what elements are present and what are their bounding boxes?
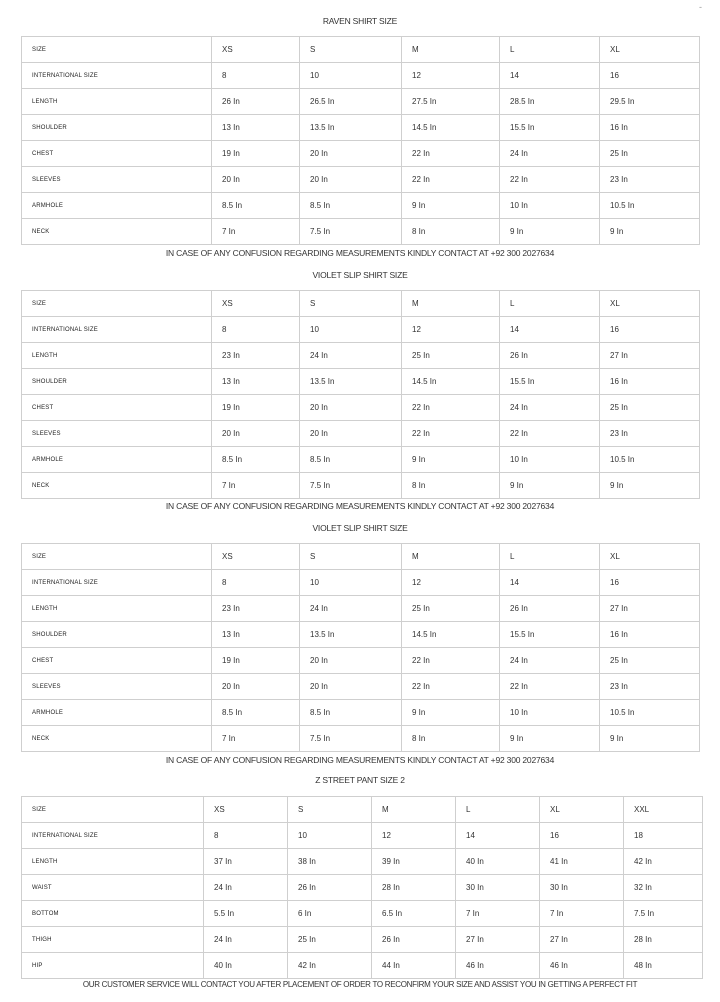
- measurement-cell: 12: [402, 570, 500, 596]
- measurement-cell: 25 In: [600, 395, 700, 421]
- row-label: SHOULDER: [22, 622, 212, 648]
- row-label: SIZE: [22, 544, 212, 570]
- table-row: [22, 473, 700, 499]
- row-label: CHEST: [22, 395, 212, 421]
- measurement-cell: 28.5 In: [500, 89, 600, 115]
- size-header-cell: M: [402, 291, 500, 317]
- measurement-cell: 30 In: [456, 875, 540, 901]
- measurement-cell: 23 In: [212, 343, 300, 369]
- measurement-cell: 10: [300, 570, 402, 596]
- measurement-cell: 16: [600, 63, 700, 89]
- measurement-cell: 7.5 In: [300, 473, 402, 499]
- measurement-cell: 6.5 In: [372, 901, 456, 927]
- size-header-cell: XS: [212, 544, 300, 570]
- row-label: LENGTH: [22, 596, 212, 622]
- table-row: [22, 37, 700, 63]
- table-row: [22, 823, 703, 849]
- measurement-cell: 28 In: [372, 875, 456, 901]
- measurement-cell: 7 In: [540, 901, 624, 927]
- measurement-cell: 20 In: [212, 167, 300, 193]
- measurement-cell: 41 In: [540, 849, 624, 875]
- table-row: [22, 421, 700, 447]
- table-row: [22, 570, 700, 596]
- measurement-cell: 25 In: [402, 596, 500, 622]
- row-label: SHOULDER: [22, 369, 212, 395]
- row-label: SLEEVES: [22, 421, 212, 447]
- size-header-cell: M: [372, 797, 456, 823]
- row-label: SIZE: [22, 291, 212, 317]
- row-label: LENGTH: [22, 849, 204, 875]
- measurement-cell: 25 In: [402, 343, 500, 369]
- table-row: [22, 849, 703, 875]
- table-row: [22, 193, 700, 219]
- measurement-cell: 20 In: [300, 141, 402, 167]
- measurement-cell: 46 In: [540, 953, 624, 979]
- measurement-cell: 8.5 In: [212, 700, 300, 726]
- size-header-cell: XL: [600, 37, 700, 63]
- measurement-cell: 23 In: [212, 596, 300, 622]
- row-label: SIZE: [22, 37, 212, 63]
- measurement-cell: 23 In: [600, 167, 700, 193]
- size-header-cell: S: [300, 544, 402, 570]
- measurement-cell: 28 In: [624, 927, 703, 953]
- measurement-cell: 16 In: [600, 115, 700, 141]
- measurement-cell: 16: [600, 570, 700, 596]
- measurement-cell: 26 In: [212, 89, 300, 115]
- measurement-cell: 26 In: [500, 596, 600, 622]
- measurement-cell: 27 In: [600, 596, 700, 622]
- measurement-cell: 24 In: [300, 343, 402, 369]
- measurement-cell: 14.5 In: [402, 369, 500, 395]
- measurement-cell: 25 In: [600, 648, 700, 674]
- contact-note: IN CASE OF ANY CONFUSION REGARDING MEASUREMENTS KINDLY CONTACT AT +92 300 2027634: [165, 501, 555, 511]
- row-label: LENGTH: [22, 343, 212, 369]
- table-row: [22, 89, 700, 115]
- size-table: [21, 543, 700, 752]
- measurement-cell: 14: [500, 570, 600, 596]
- table-row: [22, 901, 703, 927]
- measurement-cell: 19 In: [212, 141, 300, 167]
- size-header-cell: XL: [600, 291, 700, 317]
- table-row: [22, 291, 700, 317]
- measurement-cell: 7.5 In: [624, 901, 703, 927]
- measurement-cell: 25 In: [288, 927, 372, 953]
- table-row: [22, 596, 700, 622]
- measurement-cell: 40 In: [204, 953, 288, 979]
- measurement-cell: 27 In: [540, 927, 624, 953]
- size-header-cell: XL: [600, 544, 700, 570]
- size-header-cell: S: [300, 291, 402, 317]
- measurement-cell: 24 In: [204, 927, 288, 953]
- measurement-cell: 22 In: [500, 674, 600, 700]
- table-row: [22, 369, 700, 395]
- measurement-cell: 10 In: [500, 700, 600, 726]
- measurement-cell: 29.5 In: [600, 89, 700, 115]
- measurement-cell: 9 In: [600, 726, 700, 752]
- row-label: ARMHOLE: [22, 193, 212, 219]
- measurement-cell: 9 In: [402, 193, 500, 219]
- measurement-cell: 10 In: [500, 193, 600, 219]
- row-label: INTERNATIONAL SIZE: [22, 317, 212, 343]
- table-row: [22, 797, 703, 823]
- measurement-cell: 22 In: [402, 167, 500, 193]
- measurement-cell: 27.5 In: [402, 89, 500, 115]
- customer-service-note: OUR CUSTOMER SERVICE WILL CONTACT YOU AFTER PLACEMENT OF ORDER TO RECONFIRM YOUR SIZE AND ASSIST YOU IN GETTING A PERFECT FIT: [82, 980, 638, 989]
- table-row: [22, 622, 700, 648]
- size-header-cell: S: [288, 797, 372, 823]
- measurement-cell: 8: [212, 63, 300, 89]
- size-header-cell: XS: [204, 797, 288, 823]
- row-label: ARMHOLE: [22, 700, 212, 726]
- table-row: [22, 343, 700, 369]
- measurement-cell: 7 In: [212, 726, 300, 752]
- measurement-cell: 30 In: [540, 875, 624, 901]
- row-label: NECK: [22, 473, 212, 499]
- measurement-cell: 16: [540, 823, 624, 849]
- measurement-cell: 42 In: [288, 953, 372, 979]
- measurement-cell: 19 In: [212, 648, 300, 674]
- row-label: LENGTH: [22, 89, 212, 115]
- table-row: [22, 115, 700, 141]
- size-table: [21, 36, 700, 245]
- table-row: [22, 544, 700, 570]
- row-label: SHOULDER: [22, 115, 212, 141]
- table-row: [22, 63, 700, 89]
- measurement-cell: 13.5 In: [300, 369, 402, 395]
- table-row: [22, 395, 700, 421]
- row-label: WAIST: [22, 875, 204, 901]
- measurement-cell: 8 In: [402, 219, 500, 245]
- measurement-cell: 27 In: [456, 927, 540, 953]
- measurement-cell: 20 In: [212, 421, 300, 447]
- size-table: [21, 796, 703, 979]
- measurement-cell: 12: [402, 317, 500, 343]
- measurement-cell: 39 In: [372, 849, 456, 875]
- measurement-cell: 15.5 In: [500, 115, 600, 141]
- measurement-cell: 14: [500, 317, 600, 343]
- measurement-cell: 9 In: [600, 473, 700, 499]
- measurement-cell: 20 In: [300, 674, 402, 700]
- measurement-cell: 16 In: [600, 622, 700, 648]
- measurement-cell: 22 In: [402, 395, 500, 421]
- measurement-cell: 7 In: [456, 901, 540, 927]
- table-row: [22, 674, 700, 700]
- measurement-cell: 14: [456, 823, 540, 849]
- measurement-cell: 19 In: [212, 395, 300, 421]
- row-label: NECK: [22, 726, 212, 752]
- measurement-cell: 9 In: [600, 219, 700, 245]
- measurement-cell: 9 In: [500, 473, 600, 499]
- measurement-cell: 10: [300, 63, 402, 89]
- size-header-cell: XL: [540, 797, 624, 823]
- measurement-cell: 24 In: [300, 596, 402, 622]
- size-header-cell: XXL: [624, 797, 703, 823]
- row-label: INTERNATIONAL SIZE: [22, 823, 204, 849]
- measurement-cell: 14: [500, 63, 600, 89]
- measurement-cell: 37 In: [204, 849, 288, 875]
- table-row: [22, 726, 700, 752]
- contact-note: IN CASE OF ANY CONFUSION REGARDING MEASUREMENTS KINDLY CONTACT AT +92 300 2027634: [165, 755, 555, 765]
- measurement-cell: 8.5 In: [300, 447, 402, 473]
- measurement-cell: 8.5 In: [212, 447, 300, 473]
- measurement-cell: 7 In: [212, 219, 300, 245]
- size-header-cell: M: [402, 37, 500, 63]
- measurement-cell: 22 In: [402, 674, 500, 700]
- measurement-cell: 15.5 In: [500, 622, 600, 648]
- measurement-cell: 24 In: [500, 648, 600, 674]
- measurement-cell: 24 In: [500, 141, 600, 167]
- measurement-cell: 24 In: [500, 395, 600, 421]
- measurement-cell: 32 In: [624, 875, 703, 901]
- measurement-cell: 22 In: [402, 141, 500, 167]
- section-title: VIOLET SLIP SHIRT SIZE: [312, 270, 408, 280]
- measurement-cell: 38 In: [288, 849, 372, 875]
- table-row: [22, 219, 700, 245]
- measurement-cell: 16: [600, 317, 700, 343]
- measurement-cell: 27 In: [600, 343, 700, 369]
- measurement-cell: 26 In: [288, 875, 372, 901]
- measurement-cell: 23 In: [600, 421, 700, 447]
- section-title: RAVEN SHIRT SIZE: [322, 16, 398, 26]
- measurement-cell: 26.5 In: [300, 89, 402, 115]
- measurement-cell: 22 In: [402, 648, 500, 674]
- size-header-cell: M: [402, 544, 500, 570]
- measurement-cell: 15.5 In: [500, 369, 600, 395]
- table-row: [22, 447, 700, 473]
- measurement-cell: 20 In: [300, 648, 402, 674]
- measurement-cell: 6 In: [288, 901, 372, 927]
- corner-mark: -: [699, 2, 702, 12]
- measurement-cell: 8.5 In: [212, 193, 300, 219]
- measurement-cell: 42 In: [624, 849, 703, 875]
- measurement-cell: 13.5 In: [300, 115, 402, 141]
- table-row: [22, 648, 700, 674]
- row-label: BOTTOM: [22, 901, 204, 927]
- contact-note: IN CASE OF ANY CONFUSION REGARDING MEASUREMENTS KINDLY CONTACT AT +92 300 2027634: [165, 248, 555, 258]
- measurement-cell: 5.5 In: [204, 901, 288, 927]
- table-row: [22, 875, 703, 901]
- row-label: ARMHOLE: [22, 447, 212, 473]
- section-title: VIOLET SLIP SHIRT SIZE: [312, 523, 408, 533]
- measurement-cell: 25 In: [600, 141, 700, 167]
- measurement-cell: 12: [372, 823, 456, 849]
- measurement-cell: 8: [212, 570, 300, 596]
- measurement-cell: 8 In: [402, 473, 500, 499]
- measurement-cell: 18: [624, 823, 703, 849]
- measurement-cell: 40 In: [456, 849, 540, 875]
- measurement-cell: 24 In: [204, 875, 288, 901]
- row-label: CHEST: [22, 648, 212, 674]
- measurement-cell: 7 In: [212, 473, 300, 499]
- measurement-cell: 14.5 In: [402, 115, 500, 141]
- row-label: HIP: [22, 953, 204, 979]
- measurement-cell: 44 In: [372, 953, 456, 979]
- measurement-cell: 26 In: [500, 343, 600, 369]
- measurement-cell: 20 In: [300, 395, 402, 421]
- measurement-cell: 10: [288, 823, 372, 849]
- measurement-cell: 8 In: [402, 726, 500, 752]
- table-row: [22, 141, 700, 167]
- section-title: Z STREET PANT SIZE 2: [315, 775, 405, 785]
- measurement-cell: 8: [204, 823, 288, 849]
- measurement-cell: 20 In: [212, 674, 300, 700]
- measurement-cell: 13 In: [212, 115, 300, 141]
- row-label: CHEST: [22, 141, 212, 167]
- measurement-cell: 10.5 In: [600, 447, 700, 473]
- table-row: [22, 317, 700, 343]
- table-row: [22, 953, 703, 979]
- measurement-cell: 23 In: [600, 674, 700, 700]
- size-header-cell: XS: [212, 291, 300, 317]
- measurement-cell: 10.5 In: [600, 700, 700, 726]
- measurement-cell: 22 In: [500, 421, 600, 447]
- size-header-cell: L: [500, 544, 600, 570]
- size-header-cell: L: [456, 797, 540, 823]
- row-label: NECK: [22, 219, 212, 245]
- row-label: INTERNATIONAL SIZE: [22, 570, 212, 596]
- measurement-cell: 13.5 In: [300, 622, 402, 648]
- measurement-cell: 13 In: [212, 622, 300, 648]
- measurement-cell: 12: [402, 63, 500, 89]
- row-label: THIGH: [22, 927, 204, 953]
- measurement-cell: 8: [212, 317, 300, 343]
- measurement-cell: 22 In: [402, 421, 500, 447]
- measurement-cell: 7.5 In: [300, 219, 402, 245]
- measurement-cell: 10 In: [500, 447, 600, 473]
- measurement-cell: 9 In: [402, 700, 500, 726]
- measurement-cell: 10.5 In: [600, 193, 700, 219]
- measurement-cell: 7.5 In: [300, 726, 402, 752]
- measurement-cell: 10: [300, 317, 402, 343]
- measurement-cell: 20 In: [300, 167, 402, 193]
- measurement-cell: 16 In: [600, 369, 700, 395]
- row-label: INTERNATIONAL SIZE: [22, 63, 212, 89]
- row-label: SLEEVES: [22, 674, 212, 700]
- measurement-cell: 22 In: [500, 167, 600, 193]
- measurement-cell: 13 In: [212, 369, 300, 395]
- measurement-cell: 26 In: [372, 927, 456, 953]
- measurement-cell: 14.5 In: [402, 622, 500, 648]
- size-header-cell: XS: [212, 37, 300, 63]
- measurement-cell: 9 In: [500, 219, 600, 245]
- table-row: [22, 927, 703, 953]
- row-label: SLEEVES: [22, 167, 212, 193]
- measurement-cell: 46 In: [456, 953, 540, 979]
- measurement-cell: 8.5 In: [300, 700, 402, 726]
- measurement-cell: 9 In: [402, 447, 500, 473]
- size-header-cell: S: [300, 37, 402, 63]
- measurement-cell: 8.5 In: [300, 193, 402, 219]
- table-row: [22, 700, 700, 726]
- size-header-cell: L: [500, 291, 600, 317]
- measurement-cell: 20 In: [300, 421, 402, 447]
- size-header-cell: L: [500, 37, 600, 63]
- measurement-cell: 9 In: [500, 726, 600, 752]
- row-label: SIZE: [22, 797, 204, 823]
- size-table: [21, 290, 700, 499]
- table-row: [22, 167, 700, 193]
- measurement-cell: 48 In: [624, 953, 703, 979]
